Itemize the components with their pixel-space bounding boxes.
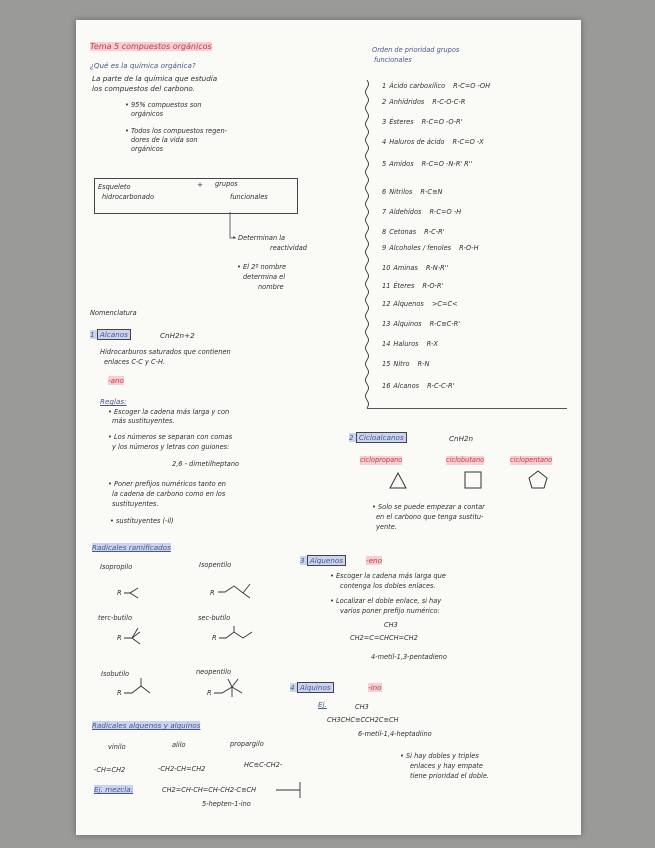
grupo-number: 12 [382, 300, 391, 308]
alquinos-ej: Ej. [318, 700, 327, 709]
ciclopropano-label: ciclopropano [360, 456, 403, 464]
mezcla-label: Ej. mezcla: [94, 785, 134, 794]
grupo-number: 11 [382, 282, 391, 290]
alquinos-note-line-3: tiene prioridad el doble. [410, 772, 489, 780]
grupo-name: Nitro [393, 360, 410, 368]
alquenos-label: Alquenos [307, 555, 346, 566]
grupo-number: 5 [382, 160, 387, 168]
alcanos-suffix: -ano [108, 376, 124, 385]
grupo-name: Amidos [389, 160, 414, 168]
cicloalcanos-note-line-3: yente. [376, 523, 397, 531]
regla-4: • sustituyentes (-il) [110, 517, 174, 525]
func-note-2-line-2: determina el [243, 273, 286, 281]
skeleton-left-line-2: hidrocarbonado [102, 193, 154, 201]
r-label-terc-butilo: R [117, 634, 122, 642]
grupo-name: Nitrilos [389, 188, 413, 196]
grupo-name: Alcanos [393, 382, 420, 390]
grupo-formula: R-O-R' [422, 282, 444, 290]
radical-terc-butilo: terc-butilo [98, 614, 133, 622]
radical-alilo-formula: -CH2-CH=CH2 [158, 765, 206, 773]
alquinos-note-line-2: enlaces y hay empate [410, 762, 483, 770]
grupo-name: Haluros [393, 340, 419, 348]
grupo-formula: R-C=O -X [452, 138, 484, 146]
grupo-formula: R-C=O -O-R' [421, 118, 463, 126]
grupo-number: 14 [382, 340, 391, 348]
radical-isopentilo: Isopentilo [199, 561, 232, 569]
cicloalcanos-note-line-2: en el carbono que tenga sustitu- [376, 513, 484, 521]
grupo-name: Ésteres [389, 118, 414, 126]
radical-vinilo-formula: -CH=CH2 [94, 766, 126, 774]
mezcla-name: 5-hepten-1-ino [202, 800, 251, 808]
grupo-name: Éteres [393, 282, 415, 290]
cicloalcanos-note-line-1: • Solo se puede empezar a contar [372, 503, 485, 511]
grupo-number: 8 [382, 228, 387, 236]
triangle-shape [390, 473, 406, 488]
func-note-1-line-1: • Determinan la [232, 234, 286, 242]
alquenos-number: 3 [300, 556, 305, 565]
alquenos-rule-2-line-2: varios poner prefijo numérico: [340, 607, 440, 615]
intro-question: ¿Qué es la química orgánica? [90, 61, 196, 70]
grupo-formula: R-C≡N [420, 188, 443, 196]
intro-bullet-2-line-3: orgánicos [131, 145, 164, 153]
grupos-title-line-2: funcionales [374, 56, 412, 64]
grupo-number: 3 [382, 118, 387, 126]
alquinos-suffix: -ino [368, 683, 382, 692]
grupo-formula: R-C-C-R' [427, 382, 455, 390]
alquenos-heading [300, 556, 346, 565]
alcanos-formula: CnH2n+2 [160, 331, 195, 340]
regla-2-line-1: • Los números se separan con comas [108, 433, 233, 441]
alcanos-label: Alcanos [97, 329, 131, 340]
grupo-name: Aldehídos [389, 208, 422, 216]
skeleton-right-line-2: funcionales [230, 193, 268, 201]
alquinos-example-formula: CH3CHC≡CCH2C≡CH [327, 716, 399, 724]
skeleton-right-line-1: grupos [215, 180, 238, 188]
grupo-formula: R-C=O -H [429, 208, 462, 216]
grupo-number: 15 [382, 360, 391, 368]
grupo-formula: R-C-O-C-R [432, 98, 466, 106]
mezcla-formula: CH2=CH-CH=CH-CH2-C≡CH [162, 786, 257, 794]
alquinos-example-name: 6-metil-1,4-heptadiino [358, 730, 432, 738]
cicloalcanos-formula: CnH2n [449, 434, 474, 443]
grupo-formula: R-C=O -OH [453, 82, 491, 90]
grupo-formula: R-O-H [459, 244, 479, 252]
alquenos-suffix: -eno [366, 556, 382, 565]
alquenos-rule-1-line-1: • Escoger la cadena más larga que [330, 572, 446, 580]
regla-1-line-2: más sustituyentes. [112, 417, 175, 425]
radical-propargilo: propargilo [230, 740, 264, 748]
alquenos-rule-1-line-2: contenga los dobles enlaces. [340, 582, 436, 590]
func-note-2-line-3: nombre [258, 283, 284, 291]
grupo-name: Ácido carboxílico [389, 82, 446, 90]
radicales-ramificados-title: Radicales ramificados [92, 543, 171, 552]
radicales-alquenos-title: Radicales alquenos y alquinos [92, 721, 201, 730]
grupo-number: 1 [382, 82, 387, 90]
grupo-name: Alcoholes / fenoles [389, 244, 452, 252]
radical-sec-butilo: sec-butilo [198, 614, 231, 622]
func-note-1-line-2: reactividad [270, 244, 307, 252]
func-note-2-line-1: • El 2º nombre [237, 263, 287, 271]
regla-1-line-1: • Escoger la cadena más larga y con [108, 408, 230, 416]
grupo-number: 9 [382, 244, 387, 252]
alcanos-desc-line-2: enlaces C-C y C-H. [104, 358, 166, 366]
grupo-formula: R-N-R'' [425, 264, 449, 272]
grupo-formula: R-N [417, 360, 430, 368]
alquenos-example-name: 4-metil-1,3-pentadieno [371, 653, 447, 661]
regla-3-line-1: • Poner prefijos numéricos tanto en [108, 480, 226, 488]
r-label-isopropilo: R [117, 589, 122, 597]
intro-bullet-2-line-2: dores de la vida son [131, 136, 198, 144]
grupo-name: Haluros de ácido [389, 138, 445, 146]
grupo-formula: R-C≡C-R' [429, 320, 461, 328]
intro-bullet-2-line-1: • Todos los compuestos regen- [125, 127, 228, 135]
intro-bullet-1-line-1: • 95% compuestos son [125, 101, 202, 109]
intro-answer-line-2: los compuestos del carbono. [92, 84, 196, 93]
r-label-sec-butilo: R [212, 634, 217, 642]
regla-3-line-2: la cadena de carbono como en los [112, 490, 226, 498]
r-label-isobutilo: R [117, 689, 122, 697]
skeleton-left-line-1: Esqueleto [98, 183, 131, 191]
radical-neopentilo: neopentilo [196, 668, 231, 676]
alcanos-number: 1 [90, 330, 95, 339]
grupo-name: Anhídridos [389, 98, 425, 106]
cicloalcanos-label: Cicloalcanos [356, 432, 407, 443]
grupo-formula: R-C-R' [424, 228, 445, 236]
alcanos-desc-line-1: Hidrocarburos saturados que contienen [100, 348, 231, 356]
skeleton-plus: + [197, 180, 204, 189]
alquinos-label: Alquinos [297, 682, 334, 693]
nomenclatura-heading: Nomenclatura [90, 309, 137, 317]
grupo-name: Alquenos [393, 300, 424, 308]
grupo-number: 16 [382, 382, 391, 390]
reglas-title: Reglas: [100, 397, 127, 406]
grupo-number: 7 [382, 208, 387, 216]
alquinos-heading [290, 683, 334, 692]
radical-isopropilo: Isopropilo [100, 563, 133, 571]
grupo-number: 6 [382, 188, 387, 196]
regla-2-line-2: y los números y letras con guiones: [112, 443, 230, 451]
grupo-formula: R-C=O -N-R' R'' [421, 160, 473, 168]
ciclopentano-label: ciclopentano [510, 456, 553, 464]
regla-3-line-3: sustituyentes. [112, 500, 159, 508]
alquenos-rule-2-line-1: • Localizar el doble enlace, si hay [330, 597, 442, 605]
r-label-isopentilo: R [210, 589, 215, 597]
intro-answer-line-1: La parte de la química que estudia [92, 74, 218, 83]
grupos-title-line-1: Orden de prioridad grupos [372, 46, 460, 54]
cicloalcanos-number: 2 [349, 433, 354, 442]
grupo-formula: R-X [426, 340, 438, 348]
grupo-name: Cetonas [389, 228, 417, 236]
radical-alilo: alilo [172, 741, 186, 749]
alquenos-example-top: CH3 [384, 621, 398, 629]
alquinos-note-line-1: • Si hay dobles y triples [400, 752, 479, 760]
ciclobutano-label: ciclobutano [446, 456, 485, 464]
intro-bullet-1-line-2: orgánicos [131, 110, 164, 118]
grupo-number: 4 [382, 138, 387, 146]
pentagon-shape [529, 471, 547, 488]
grupo-name: Alquinos [393, 320, 422, 328]
regla-example: 2,6 - dimetilheptano [172, 460, 240, 468]
square-shape [465, 472, 481, 488]
radical-propargilo-formula: HC≡C-CH2- [244, 761, 283, 769]
r-label-neopentilo: R [207, 689, 212, 697]
grupo-name: Aminas [393, 264, 418, 272]
alquinos-number: 4 [290, 683, 295, 692]
grupo-number: 13 [382, 320, 391, 328]
grupo-number: 2 [382, 98, 387, 106]
alquinos-example-top: CH3 [355, 703, 369, 711]
grupo-formula: >C=C< [431, 300, 458, 308]
alquenos-example-formula: CH2=C=CHCH=CH2 [350, 634, 418, 642]
page-title: Tema 5 compuestos orgánicos [90, 42, 212, 51]
grupo-number: 10 [382, 264, 391, 272]
radical-vinilo: vinilo [108, 743, 126, 751]
radical-isobutilo: Isobutilo [101, 670, 130, 678]
